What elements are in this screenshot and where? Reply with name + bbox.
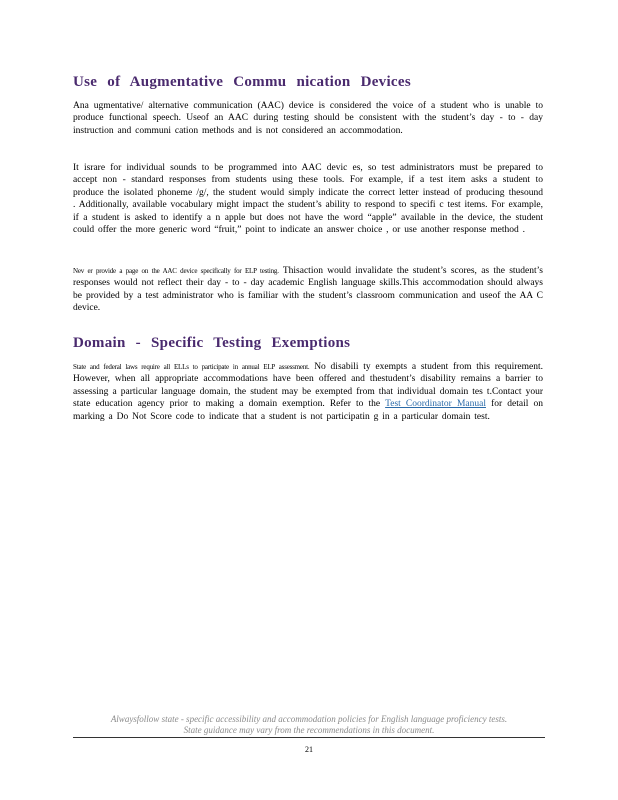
section-heading-aac: Use of Augmentative Commu nication Devices xyxy=(73,74,411,90)
paragraph-exemptions-body-1: No disabili ty exempts a student from this requirement. However, when all appropriate accommodations have been offered and thestudent’s disability remains a barrier to assessing a particular language domain, the student may be exempted from that individual domain tes t.Contact your state education agency prior to making a domain exemption. Refer to the xyxy=(73,362,543,410)
paragraph-exemptions xyxy=(73,361,543,423)
section-heading-exemptions: Domain - Specific Testing Exemptions xyxy=(73,335,351,351)
paragraph-exemptions-body-2: for detail on marking a Do Not Score code to indicate that a student is not participatin g in a particular domain test. xyxy=(73,399,543,422)
footer-note xyxy=(73,714,545,736)
paragraph-aac-responses: It israre for individual sounds to be programmed into AAC devic es, so test administrators must be prepared to accept non - standard responses from students using these tools. For example, if a test item asks a student to produce the isolated phoneme /g/, the student would simply indicate the correct letter instead of producing thesound . Additionally, available vocabulary might impact the student’s ability to respond to specifi c test items. For example, if a student is asked to identify a n apple but does not have the word “apple” available in the device, the student could offer the more generic word “fruit,” point to indicate an answer choice , or use another response method . xyxy=(73,163,543,236)
paragraph-aac-elp-page-lead: Nev er provide a page on the AAC device specifically for ELP testing. xyxy=(73,267,279,275)
paragraph-aac-elp-page xyxy=(73,265,543,315)
footer-line-2: State guidance may vary from the recommendations in this document. xyxy=(183,725,435,735)
test-coordinator-manual-link[interactable]: Test Coordinator Manual xyxy=(385,399,486,410)
footer-divider xyxy=(73,737,545,738)
paragraph-exemptions-lead: State and federal laws require all ELLs to participate in annual ELP assessment. xyxy=(73,363,310,371)
paragraph-aac-definition: Ana ugmentative/ alternative communication (AAC) device is considered the voice of a student who is unable to produce functional speech. Useof an AAC during testing should be consistent with the student’s day - to - day instruction and communi cation methods and is not considered an accommodation. xyxy=(73,101,543,136)
page-number: 21 xyxy=(305,745,313,754)
paragraph-aac-elp-page-body: Thisaction would invalidate the student’s scores, as the student’s responses would not reflect their day - to - day academic English language skills.This accommodation should always be provided by a test administrator who is familiar with the student’s classroom communication and useof the AA C device. xyxy=(73,266,543,314)
footer-line-1: Alwaysfollow state - specific accessibility and accommodation policies for English language proficiency tests. xyxy=(110,714,508,724)
